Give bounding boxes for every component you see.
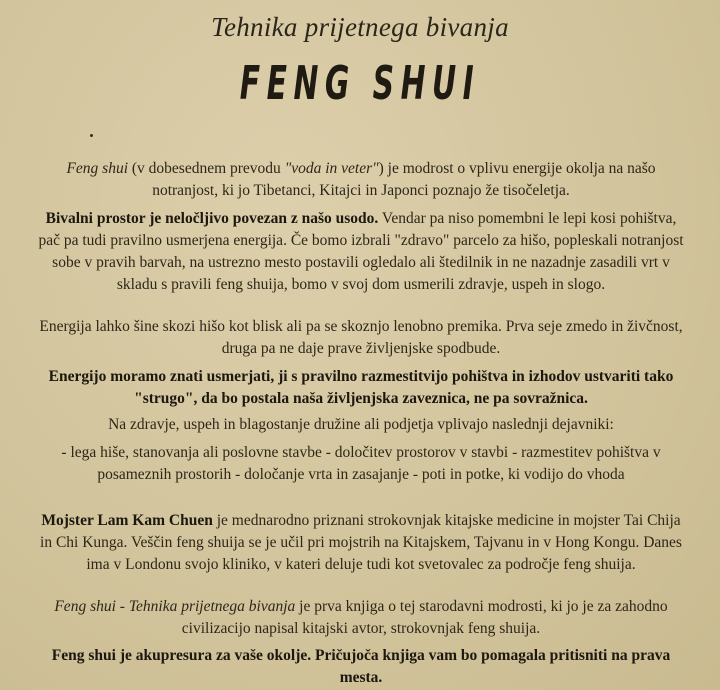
paragraph-direct-energy: [34, 366, 688, 410]
paragraph-intro: [34, 158, 688, 202]
author-name: Mojster Lam Kam Chuen: [41, 512, 213, 529]
paragraph-book: [34, 596, 688, 640]
book-title: Feng shui - Tehnika prijetnega bivanja: [54, 598, 296, 615]
intro-translation: "voda in veter": [284, 160, 379, 177]
book-description: je prva knjiga o tej starodavni modrosti, ki jo je za zahodno civilizacijo napisal kitajski avtor, strokovnjak feng shuija.: [181, 598, 668, 637]
intro-rest: ) je modrost o vplivu energije okolja na našo notranjost, ki jo Tibetanci, Kitajci in Japonci poznajo že tisočeletja.: [152, 160, 656, 199]
closing-text: Feng shui je akupresura za vaše okolje. Pričujoča knjiga vam bo pomagala pritisniti na prava mesta.: [51, 647, 671, 686]
paragraph-author: [34, 510, 688, 576]
living-space-rest: Vendar pa niso pomembni le lepi kosi pohištva, pač pa tudi pravilno usmerjena energija. Če bomo izbrali "zdravo" parcelo za hišo, popleskali notranjost sobe v pravih barvah, na ustrezno mesto postavili ogledalo ali štedilnik in ne nazadnje zasadili vrt v skladu s pravili feng shuija, bomo v svoj dom usmerili zdravje, uspeh in slogo.: [38, 210, 684, 293]
paragraph-factors-intro: Na zdravje, uspeh in blagostanje družine ali podjetja vplivajo naslednji dejavniki:: [108, 416, 614, 433]
intro-term: Feng shui: [66, 160, 128, 177]
paragraph-energy: Energija lahko šine skozi hišo kot blisk ali pa se skoznjo lenobno premika. Prva seje zmedo in živčnost, druga pa ne daje prave življenjske spodbude.: [39, 318, 683, 357]
paragraph-factors-list: - lega hiše, stanovanja ali poslovne stavbe - določitev prostorov v stavbi - razmestitev pohištva v posameznih prostorih - določanje vrta in zasajanje - poti in potke, ki vodijo do vhoda: [61, 444, 661, 483]
print-speck: [90, 134, 93, 137]
cover-title: FENG SHUI: [239, 56, 481, 110]
living-space-lead: Bivalni prostor je neločljivo povezan z našo usodo.: [45, 210, 379, 227]
intro-mid: (v dobesednem prevodu: [128, 160, 285, 177]
paragraph-closing: [34, 645, 688, 689]
cover-subtitle: Tehnika prijetnega bivanja: [211, 12, 509, 42]
paragraph-living-space: [34, 208, 688, 296]
author-bio: je mednarodno priznani strokovnjak kitajske medicine in mojster Tai Chija in Chi Kunga. Veščin feng shuija se je učil pri mojstrih na Kitajskem, Tajvanu in v Hong Kongu. Danes ima v Londonu svojo kliniko, v kateri deluje tudi kot svetovalec za področje feng shuija.: [40, 512, 682, 573]
direct-energy-text: Energijo moramo znati usmerjati, ji s pravilno razmestitvijo pohištva in izhodov ustvariti tako "strugo", da bo postala naša življenjska zaveznica, ne pa sovražnica.: [48, 368, 674, 407]
